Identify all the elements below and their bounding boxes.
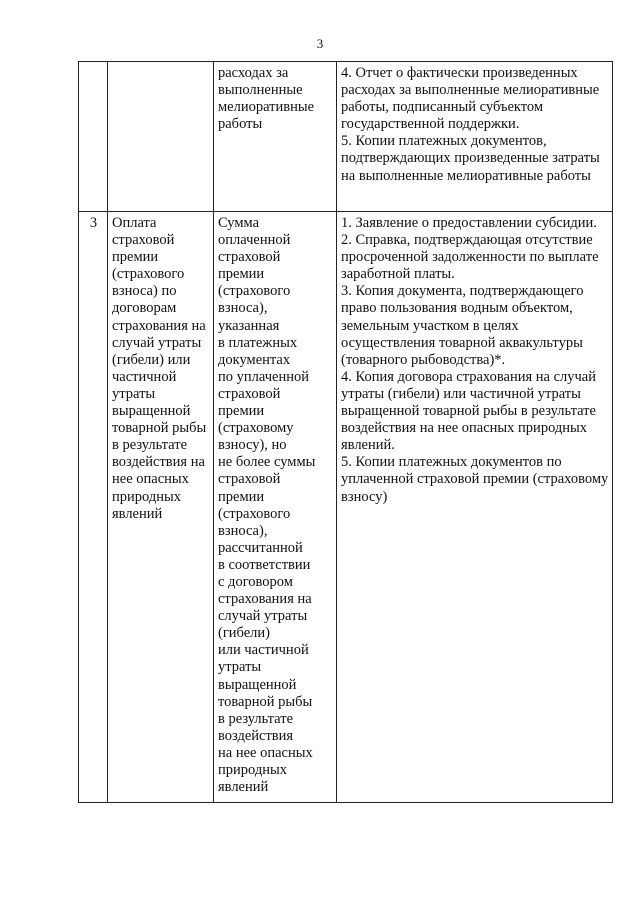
required-document-item: 5. Копии платежных документов по уплаченной страховой премии (страховому взносу)	[341, 454, 609, 505]
expense-purpose-line: Оплата	[112, 215, 157, 231]
subsidy-amount-line: мелиоративные	[218, 99, 315, 116]
expense-purpose-cell	[108, 62, 214, 212]
subsidy-amount-line: страховой	[218, 471, 281, 488]
row-number-cell	[79, 62, 108, 212]
required-document-item: 4. Копия договора страхования на случай утраты (гибели) или частичной утраты выращенной товарной рыбы в результате воздействия на нее опасных природных явлений.	[341, 368, 597, 454]
table-body	[79, 62, 613, 803]
expense-purpose-line: воздействия на	[112, 454, 205, 471]
subsidy-amount-line: с договором	[218, 573, 293, 590]
subsidy-documents-table	[78, 61, 613, 803]
subsidy-amount-line: утраты	[218, 659, 262, 676]
subsidy-amount-line: страховой	[218, 385, 281, 402]
required-document-item: 2. Справка, подтверждающая отсутствие просроченной задолженности по выплате заработной платы.	[341, 232, 599, 283]
expense-purpose-line: (страхового	[112, 266, 185, 283]
subsidy-amount-line: в результате	[218, 710, 294, 727]
subsidy-amount-line: оплаченной	[218, 232, 291, 249]
subsidy-amount-line: рассчитанной	[218, 539, 303, 556]
required-document-item: 1. Заявление о предоставлении субсидии.	[341, 215, 597, 231]
required-documents-cell	[337, 62, 613, 212]
subsidy-amount-line: воздействия	[218, 727, 294, 744]
subsidy-amount-line: природных	[218, 762, 287, 778]
expense-purpose-line: взноса) по	[112, 283, 177, 300]
subsidy-amount-line: в соответствии	[218, 556, 311, 573]
subsidy-amount-line: товарной рыбы	[218, 693, 313, 710]
subsidy-amount-line: (страхового	[218, 505, 291, 522]
subsidy-amount-line: взноса),	[218, 300, 268, 317]
required-document-item: 3. Копия документа, подтверждающего право пользования водным объектом, земельным участком в целях осуществления товарной аквакультуры (товарного рыбоводства)*.	[341, 283, 584, 368]
row-number: 3	[89, 215, 98, 231]
expense-purpose-line: в результате	[112, 437, 188, 454]
subsidy-amount-line: премии	[218, 266, 265, 283]
page-number: 3	[316, 36, 324, 51]
expense-purpose-line: нее опасных	[112, 471, 189, 488]
expense-purpose-line: (гибели) или	[112, 351, 191, 368]
subsidy-amount-line: взносу), но	[218, 437, 287, 454]
required-document-item: 4. Отчет о фактически произведенных расходах за выполненные мелиоративные работы, подписанный субъектом государственной поддержки.	[341, 65, 600, 133]
expense-purpose-line: страхования на	[112, 317, 206, 334]
subsidy-amount-line: не более суммы	[218, 454, 316, 471]
row-number-cell	[79, 212, 108, 803]
subsidy-amount-line: премии	[218, 488, 265, 505]
subsidy-amount-line: премии	[218, 403, 265, 420]
subsidy-amount-line: указанная	[218, 317, 280, 334]
expense-purpose-line: выращенной	[112, 403, 191, 420]
expense-purpose-cell	[108, 212, 214, 803]
expense-purpose-line: явлений	[112, 505, 163, 522]
subsidy-amount-line: работы	[218, 116, 263, 133]
table-row	[79, 62, 613, 212]
expense-purpose-line: природных	[112, 488, 181, 505]
expense-purpose-line: премии	[112, 249, 159, 266]
subsidy-amount-line: явлений	[218, 779, 269, 796]
expense-purpose-line: утраты	[112, 385, 156, 402]
subsidy-amount-line: страховой	[218, 249, 281, 266]
subsidy-amount-line: выращенной	[218, 676, 297, 693]
subsidy-amount-line: документах	[218, 351, 291, 368]
subsidy-amount-line: на нее опасных	[218, 744, 313, 761]
subsidy-amount-line: расходах за	[218, 65, 289, 81]
subsidy-amount-line: или частичной	[218, 642, 309, 659]
expense-purpose-line: частичной	[112, 368, 177, 385]
subsidy-amount-line: по уплаченной	[218, 368, 309, 385]
subsidy-amount-line: (страхового	[218, 283, 291, 300]
subsidy-amount-line: страхования на	[218, 591, 312, 608]
expense-purpose-line: договорам	[112, 300, 177, 317]
expense-purpose-line: случай утраты	[112, 334, 202, 351]
subsidy-amount-cell	[214, 212, 337, 803]
required-documents-cell	[337, 212, 613, 803]
subsidy-amount-line: (гибели)	[218, 625, 270, 642]
subsidy-amount-line: выполненные	[218, 82, 303, 99]
subsidy-amount-line: Сумма	[218, 215, 260, 231]
required-document-item: 5. Копии платежных документов, подтверждающих произведенные затраты на выполненные мелиоративные работы	[341, 133, 600, 184]
expense-purpose-line: страховой	[112, 232, 175, 249]
subsidy-amount-line: (страховому	[218, 420, 294, 437]
table-row	[79, 212, 613, 803]
subsidy-amount-line: в платежных	[218, 334, 298, 351]
expense-purpose-line: товарной рыбы	[112, 420, 207, 437]
subsidy-amount-line: случай утраты	[218, 608, 308, 625]
subsidy-amount-cell	[214, 62, 337, 212]
subsidy-amount-line: взноса),	[218, 522, 268, 539]
